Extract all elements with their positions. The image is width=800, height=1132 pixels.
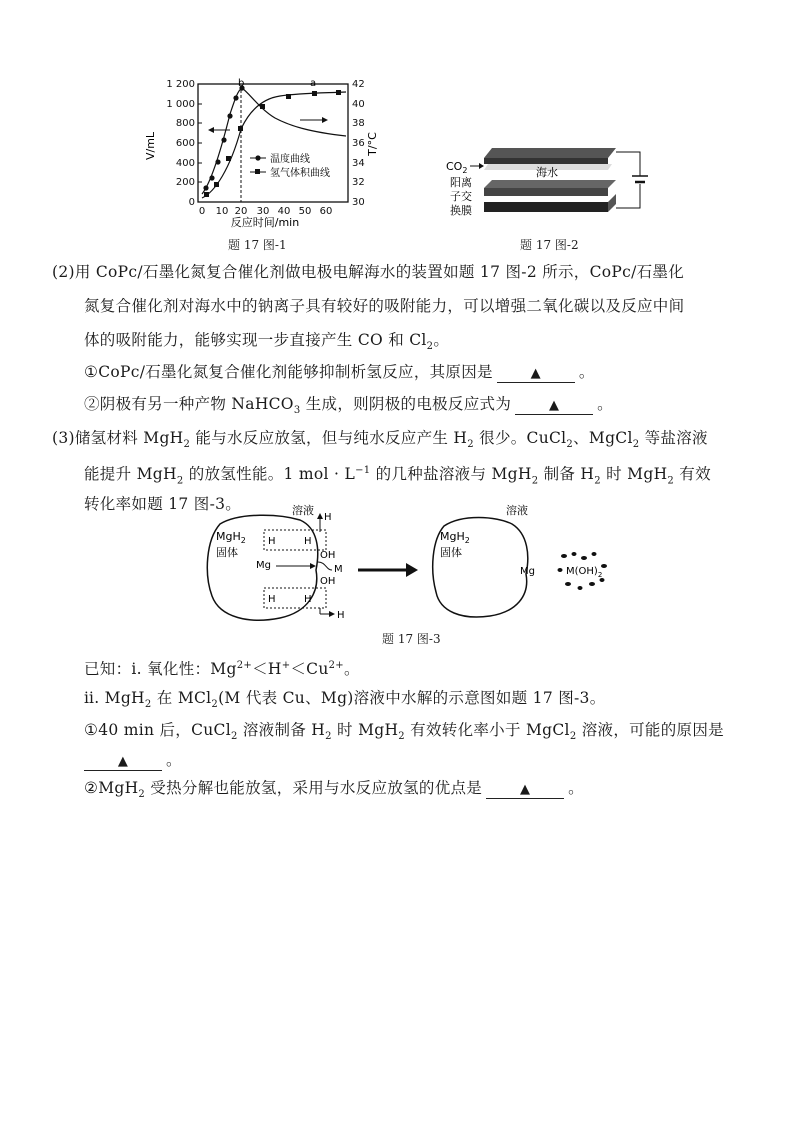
oh-top: OH — [320, 550, 336, 561]
right-tick: 36 — [352, 138, 365, 149]
x-tick: 20 — [234, 206, 248, 217]
x-tick: 30 — [256, 206, 270, 217]
x-tick: 0 — [198, 206, 206, 217]
left-tick: 1 200 — [166, 79, 195, 90]
h2-top-label: H — [324, 512, 332, 523]
q2-line-3: 体的吸附能力，能够实现一步直接产生 CO 和 $Cl_2$。 — [84, 331, 450, 353]
q3-line-2: 能提升 MgH$_2$ 的放氢性能。1 mol · $L^{-1}$ 的几种盐溶液与 MgH$_2$ 制备 $H_2$ 时 MgH$_2$ 有效 — [84, 465, 711, 487]
x-tick: 40 — [277, 206, 291, 217]
solid-right-label-2: 固体 — [440, 546, 462, 559]
left-axis-label: V/mL — [144, 131, 157, 161]
solid-left-label: MgH$_2$ — [216, 530, 246, 545]
left-tick: 200 — [175, 177, 195, 188]
q3-sub-1-answer: ▲ 。 — [84, 750, 182, 771]
triangle-icon: ▲ — [548, 398, 560, 413]
moh2-label: $M(OH)_2$ — [566, 566, 603, 579]
answer-blank[interactable] — [497, 364, 575, 383]
figure-3-caption: 题 17 图-3 — [382, 632, 441, 646]
figure-17-3-diagram — [200, 500, 620, 628]
membrane-label-2: 子交 — [450, 190, 472, 203]
left-tick: 1 000 — [166, 99, 195, 110]
point-a-label: a — [310, 78, 317, 89]
solid-left-label-2: 固体 — [216, 546, 238, 559]
figure-17-2-cell — [444, 140, 656, 230]
right-axis-label: T/°C — [366, 132, 379, 156]
answer-blank[interactable] — [515, 396, 593, 415]
membrane-label-3: 换膜 — [450, 204, 472, 217]
x-axis-label: 反应时间/min — [230, 216, 300, 229]
q2-sub-1: ①CoPc/石墨化氮复合催化剂能够抑制析氢反应，其原因是 ▲ 。 — [84, 363, 595, 381]
q3-sub-1: ①40 min 后，CuCl$_2$ 溶液制备 $H_2$ 时 MgH$_2$ 有效转化率小于 MgCl$_2$ 溶液，可能的原因是 — [84, 721, 724, 743]
q2-line-2: 氮复合催化剂对海水中的钠离子具有较好的吸附能力，可以增强二氧化碳以及反应中间 — [84, 297, 685, 315]
h-bottom-box: H — [268, 594, 276, 605]
known-1: 已知：ⅰ. 氧化性：$Mg^{2+}<H^+<Cu^{2+}$。 — [84, 660, 360, 679]
membrane-label-1: 阳离 — [450, 176, 472, 189]
triangle-icon: ▲ — [519, 782, 531, 797]
q3-line-1: (3)储氢材料 MgH$_2$ 能与水反应放氢，但与纯水反应产生 $H_2$ 很少。CuCl$_2$、MgCl$_2$ 等盐溶液 — [52, 429, 708, 451]
co2-label: $CO_2$ — [446, 160, 468, 175]
triangle-icon: ▲ — [530, 366, 541, 381]
right-tick: 30 — [352, 197, 365, 208]
triangle-icon: ▲ — [117, 754, 129, 769]
known-2: ⅱ. MgH$_2$ 在 MCl$_2$(M 代表 Cu、Mg)溶液中水解的示意图如题 17 图-3。 — [84, 689, 606, 711]
mg2-right-label: Mg — [520, 566, 535, 577]
legend-volume: 氢气体积曲线 — [270, 168, 330, 179]
h2-bottom-label: H — [337, 610, 345, 621]
right-tick: 42 — [352, 79, 365, 90]
right-tick: 34 — [352, 158, 365, 169]
right-tick: 32 — [352, 177, 365, 188]
oh-bottom: OH — [320, 576, 336, 587]
left-tick: 800 — [175, 118, 195, 129]
answer-blank[interactable] — [84, 752, 162, 771]
volume-curve — [202, 92, 346, 198]
left-tick: 0 — [188, 197, 195, 208]
h-top-box: H — [268, 536, 276, 547]
solid-right-label: MgH$_2$ — [440, 530, 470, 545]
q3-sub-2: ②MgH$_2$ 受热分解也能放氢，采用与水反应放氢的优点是 ▲ 。 — [84, 779, 584, 801]
q3-line-3: 转化率如题 17 图-3。 — [84, 495, 242, 513]
legend-temperature: 温度曲线 — [270, 154, 310, 165]
h-bottom-box-2: H — [304, 594, 312, 605]
right-tick: 40 — [352, 99, 365, 110]
point-b-label: b — [238, 78, 245, 89]
m2-label: M — [334, 564, 343, 575]
figure-1-caption: 题 17 图-1 — [228, 238, 287, 252]
x-tick: 10 — [215, 206, 229, 217]
q2-sub-2: ②阴极有另一种产物 NaHCO$_3$ 生成，则阴极的电极反应式为 ▲ 。 — [84, 395, 613, 417]
solution-left-label: 溶液 — [292, 504, 314, 517]
h-top-box-2: H — [304, 536, 312, 547]
left-tick: 600 — [175, 138, 195, 149]
left-tick: 400 — [175, 158, 195, 169]
x-tick: 50 — [298, 206, 312, 217]
figure-17-1-chart — [140, 74, 390, 252]
right-tick: 38 — [352, 118, 365, 129]
seawater-label: 海水 — [536, 166, 558, 179]
figure-2-caption: 题 17 图-2 — [520, 238, 579, 252]
q2-line-1: (2)用 CoPc/石墨化氮复合催化剂做电极电解海水的装置如题 17 图-2 所示，CoPc/石墨化 — [52, 263, 685, 281]
volume-points — [204, 90, 341, 197]
solution-right-label: 溶液 — [506, 504, 528, 517]
x-tick: 60 — [319, 206, 333, 217]
answer-blank[interactable] — [486, 780, 564, 799]
mg-x-label: Mg — [256, 560, 271, 571]
